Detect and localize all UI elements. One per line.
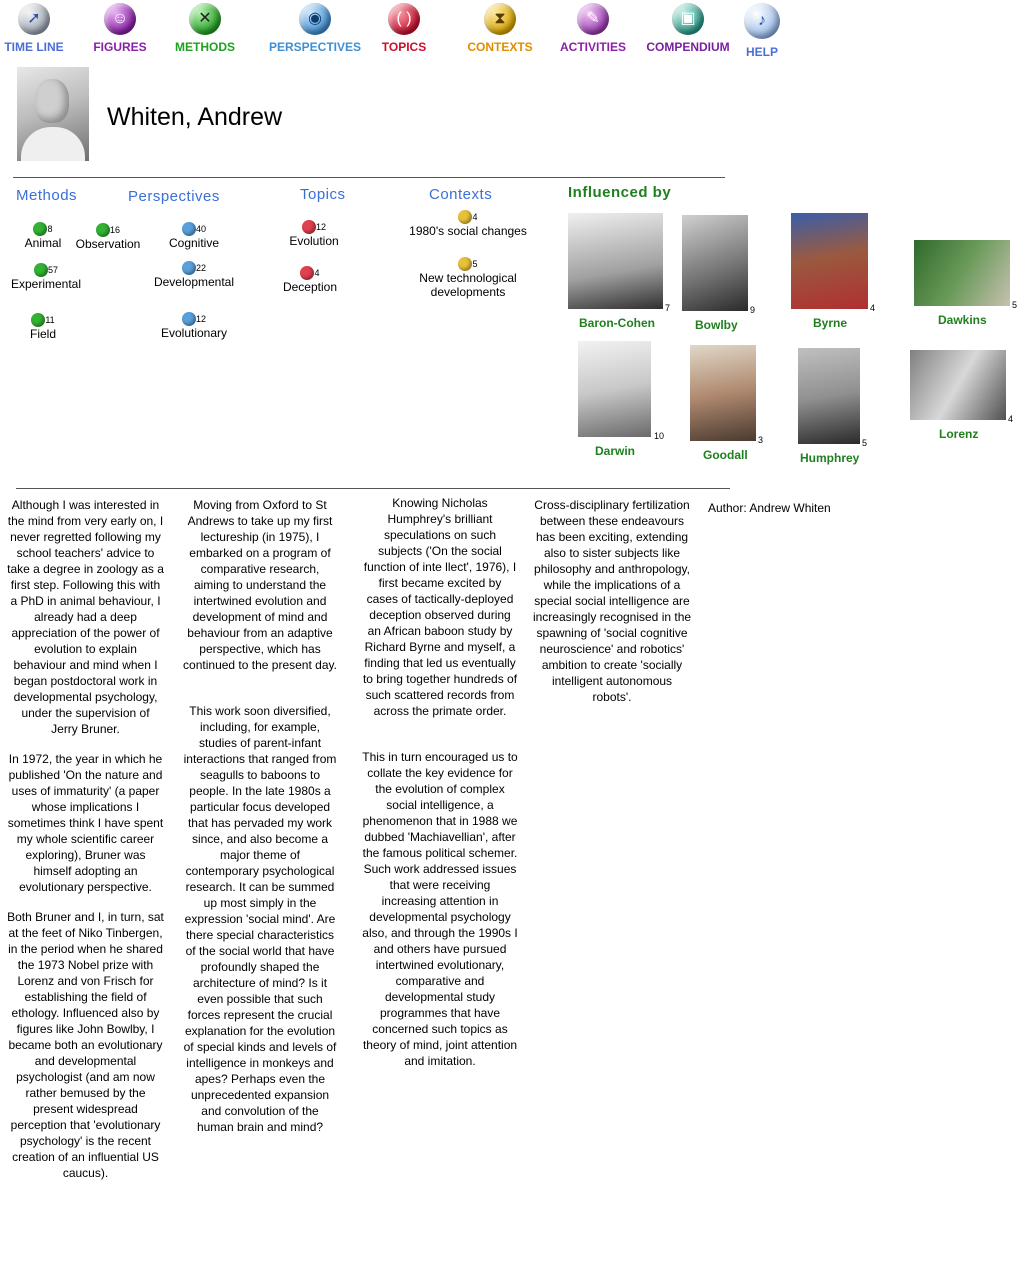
perspective-developmental[interactable]: 22 Developmental — [148, 260, 240, 289]
methods-heading: Methods — [16, 187, 78, 204]
paragraph: This in turn encouraged us to collate the key evidence for the evolution of complex social intelligence, a phenomenon that in 1988 we dubbed 'Machiavellian', after the famous political schemer. Such work addressed issues that were receiving increasing attention in developmental psychology also, and through the 1990s I and others have pursued intertwined evolutionary, comparative and developmental study programmes that have concerned such topics as theory of mind, joint attention and imitation. — [362, 750, 518, 1068]
goodall-photo — [690, 345, 756, 441]
biography-column-4 — [532, 497, 692, 719]
portrait-photo — [17, 67, 89, 161]
perspectives-icon — [182, 261, 196, 275]
methods-icon — [96, 223, 110, 237]
topic-deception[interactable]: 4 Deception — [277, 265, 343, 294]
divider-top — [13, 177, 725, 178]
paragraph: Both Bruner and I, in turn, sat at the feet of Niko Tinbergen, in the period when he shared the 1973 Nobel prize with Lorenz and von Frisch for establishing the field of ethology. Influenced also by figures like John Bowlby, I became both an evolutionary and developmental psychologist (and am now rather bemused by the present widespread perception that 'evolutionary psychology' is the recent creation of an influential US caucus). — [7, 910, 164, 1180]
nav-figures[interactable] — [90, 3, 150, 54]
perspective-evolutionary[interactable]: 12 Evolutionary — [154, 311, 234, 340]
perspectives-icon — [182, 312, 196, 326]
methods-icon — [31, 313, 45, 327]
divider-middle — [16, 488, 730, 489]
help-icon: ♪ — [744, 3, 780, 39]
topics-icon: ( ) — [388, 3, 420, 35]
paragraph: Moving from Oxford to St Andrews to take up my first lectureship (in 1975), I embarked on a program of comparative research, aiming to understand the intertwined evolution and development of mind and behaviour from an adaptive perspective, which has continued to the present day. — [183, 498, 337, 672]
perspectives-heading: Perspectives — [128, 188, 220, 205]
contexts-icon — [458, 210, 472, 224]
nav-help-label: HELP — [745, 45, 778, 59]
context-new-technological-developments[interactable]: 5 New technological developments — [408, 256, 528, 299]
nav-perspectives[interactable] — [268, 3, 362, 54]
byrne-photo — [791, 213, 868, 309]
dawkins-photo — [914, 240, 1010, 306]
nav-timeline[interactable] — [4, 3, 64, 54]
paragraph: In 1972, the year in which he published 'On the nature and uses of immaturity' (a paper whose implications I sometimes think I have spent my whole scientific career exploring), Bruner was himself adopting an evolutionary perspective. — [7, 752, 164, 894]
humphrey-photo — [798, 348, 860, 444]
nav-contexts[interactable] — [464, 3, 536, 54]
nav-perspectives-label: PERSPECTIVES — [268, 40, 362, 54]
biography-column-2 — [183, 497, 337, 1149]
baron-cohen-photo — [568, 213, 663, 309]
nav-activities[interactable] — [557, 3, 629, 54]
nav-methods[interactable] — [173, 3, 237, 54]
methods-icon — [34, 263, 48, 277]
influenced-heading: Influenced by — [568, 184, 672, 201]
activities-icon: ✎ — [577, 3, 609, 35]
biography-column-1 — [7, 497, 164, 1195]
biography-column-3 — [362, 495, 518, 1083]
method-observation[interactable]: 16 Observation — [72, 222, 144, 251]
perspective-cognitive[interactable]: 40 Cognitive — [159, 221, 229, 250]
nav-topics-label: TOPICS — [381, 40, 427, 54]
paragraph: Cross-disciplinary fertilization between these endeavours has been exciting, extending also to sister subjects like philosophy and anthropology, while the implications of a special social intelligence are increasingly recognised in the spawning of 'social cognitive neuroscience' and robotics' ambition to create 'socially intelligent autonomous robots'. — [532, 498, 692, 704]
nav-figures-label: FIGURES — [93, 40, 147, 54]
topic-evolution[interactable]: 12 Evolution — [281, 219, 347, 248]
contexts-heading: Contexts — [429, 186, 493, 203]
methods-icon — [33, 222, 47, 236]
nav-activities-label: ACTIVITIES — [559, 40, 626, 54]
nav-help[interactable] — [738, 3, 786, 59]
method-field[interactable]: 11 Field — [18, 312, 68, 341]
compendium-icon: ▣ — [672, 3, 704, 35]
perspectives-icon — [182, 222, 196, 236]
topics-icon — [302, 220, 316, 234]
topics-heading: Topics — [300, 186, 346, 203]
nav-compendium-label: COMPENDIUM — [646, 40, 730, 54]
paragraph: This work soon diversified, including, for example, studies of parent-infant interactions that ranged from seagulls to baboons to people. In the late 1980s a particular focus developed that has pervaded my work since, and also become a major theme of contemporary psychological research. It can be summed up most simply in the expression 'social mind'. Are there special characteristics of the social world that have profoundly shaped the architecture of mind? Is it even possible that such forces represent the crucial explanation for the evolution of special kinds and levels of intelligence in monkeys and apes? Perhaps even the unprecedented expansion and convolution of the human brain and mind? — [183, 704, 337, 1134]
methods-icon: ✕ — [189, 3, 221, 35]
contexts-icon — [458, 257, 472, 271]
figures-icon: ☺ — [104, 3, 136, 35]
darwin-photo — [578, 341, 651, 437]
contexts-icon: ⧗ — [484, 3, 516, 35]
context-1980s-social-changes[interactable]: 4 1980's social changes — [398, 209, 538, 238]
nav-contexts-label: CONTEXTS — [467, 40, 533, 54]
page-title: Whiten, Andrew — [107, 103, 283, 131]
nav-methods-label: METHODS — [175, 40, 235, 54]
nav-compendium[interactable] — [644, 3, 732, 54]
timeline-icon: ➚ — [18, 3, 50, 35]
paragraph: Knowing Nicholas Humphrey's brilliant speculations on such subjects ('On the social function of inte llect', 1976), I first became excited by cases of tactically-deployed deception observed during an African baboon study by Richard Byrne and myself, a finding that led us eventually to bring together hundreds of such scattered records from across the primate order. — [362, 496, 518, 718]
bowlby-photo — [682, 215, 748, 311]
paragraph: Although I was interested in the mind from very early on, I never regretted following my school teachers' advice to take a degree in zoology as a first step. Following this with a PhD in animal behaviour, I already had a deep appreciation of the power of evolution to explain behaviour and mind when I began postdoctoral work in developmental psychology, under the supervision of Jerry Bruner. — [7, 498, 164, 736]
lorenz-photo — [910, 350, 1006, 420]
perspectives-icon: ◉ — [299, 3, 331, 35]
nav-topics[interactable] — [376, 3, 432, 54]
nav-timeline-label: TIME LINE — [4, 40, 64, 54]
author-credit: Author: Andrew Whiten — [708, 501, 831, 515]
method-animal[interactable]: 8 Animal — [18, 221, 68, 250]
method-experimental[interactable]: 57 Experimental — [6, 262, 86, 291]
topics-icon — [300, 266, 314, 280]
